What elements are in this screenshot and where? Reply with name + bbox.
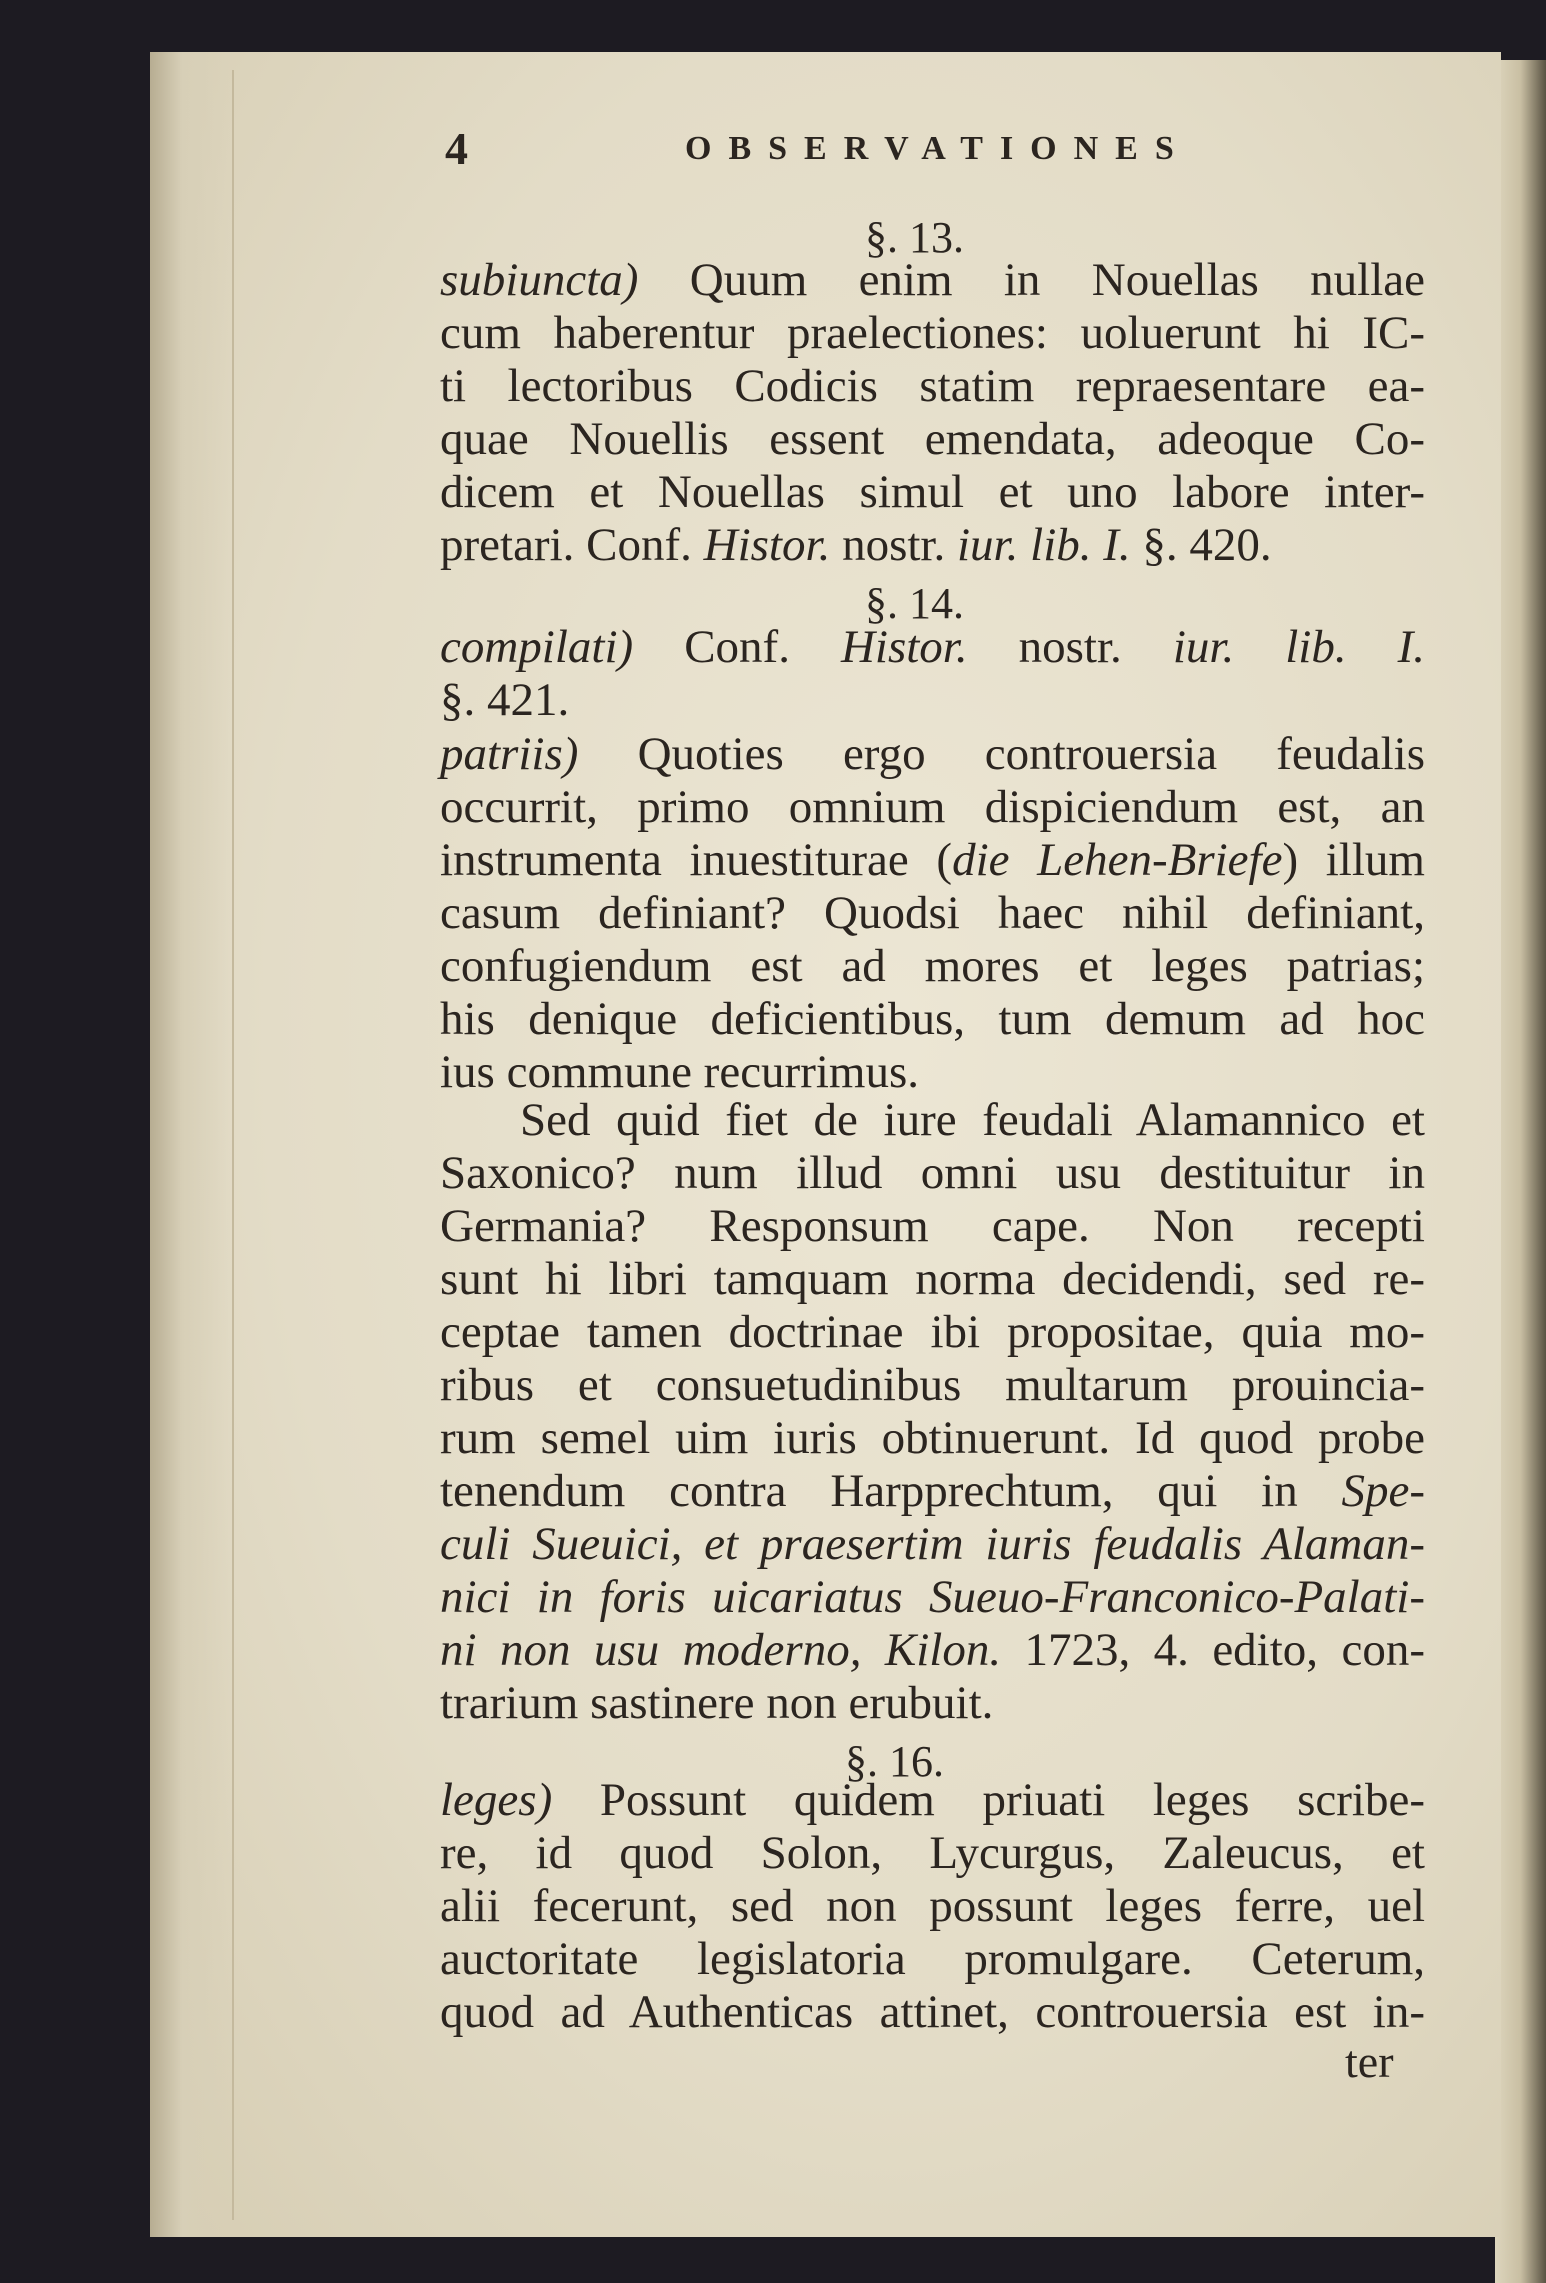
roman-text: dicem et Nouellas simul et uno labore inter-	[440, 466, 1425, 518]
text-line	[440, 1358, 1425, 1412]
roman-text: Saxonico? num illud omni usu destituitur in	[440, 1147, 1425, 1199]
roman-text: trarium sastinere non erubuit.	[440, 1677, 994, 1729]
text-line	[440, 1932, 1425, 1986]
roman-text: quod ad Authenticas attinet, controuersia est in-	[440, 1986, 1425, 2038]
section-heading: §. 16.	[845, 1737, 944, 1786]
roman-text: ) illum	[1282, 834, 1425, 886]
text-line	[440, 1985, 1425, 2039]
roman-text: §. 421.	[440, 674, 570, 726]
roman-text: Quum enim in Nouellas nullae	[638, 254, 1425, 306]
italic-text: Spe-	[1341, 1465, 1425, 1517]
text-line	[440, 1676, 1425, 1730]
italic-text: iur. lib. I.	[957, 519, 1131, 571]
roman-text: his denique deficientibus, tum demum ad hoc	[440, 993, 1425, 1045]
italic-text: nici in foris uicariatus Sueuo-Franconico-Palati-	[440, 1571, 1425, 1623]
text-line	[440, 1252, 1425, 1306]
text-line	[440, 1623, 1425, 1677]
text-line	[440, 1199, 1425, 1253]
text-line	[440, 306, 1425, 360]
section-heading: §. 13.	[865, 213, 964, 262]
roman-text: Conf.	[633, 621, 841, 673]
italic-text: Histor.	[840, 621, 968, 673]
italic-text: compilati)	[440, 621, 634, 673]
page-number: 4	[445, 123, 468, 174]
text-line	[440, 1305, 1425, 1359]
page-gutter-shadow	[150, 52, 230, 2237]
section-heading: §. 14.	[865, 579, 964, 628]
roman-text: Quoties ergo controuersia feudalis	[578, 728, 1425, 780]
roman-text: §. 420.	[1130, 519, 1272, 571]
roman-text: ti lectoribus Codicis statim repraesentare ea-	[440, 360, 1425, 412]
italic-text: leges)	[440, 1774, 553, 1826]
text-line	[440, 465, 1425, 519]
text-line	[440, 359, 1425, 413]
text-line	[440, 1045, 1425, 1099]
text-line	[440, 620, 1425, 674]
text-line	[440, 1879, 1425, 1933]
roman-text: tenendum contra Harpprechtum, qui in	[440, 1465, 1342, 1517]
text-line	[440, 673, 1425, 727]
italic-text: iur. lib. I.	[1172, 621, 1425, 673]
text-line	[440, 939, 1425, 993]
roman-text: Possunt quidem priuati leges scribe-	[552, 1774, 1425, 1826]
italic-text: die Lehen-Briefe	[952, 834, 1283, 886]
roman-text: Sed quid fiet de iure feudali Alamannico et	[520, 1094, 1425, 1146]
italic-text: subiuncta)	[440, 254, 639, 306]
italic-text: patriis)	[440, 728, 579, 780]
roman-text: pretari. Conf.	[440, 519, 704, 571]
roman-text: nostr.	[830, 519, 957, 571]
text-line	[520, 1093, 1425, 1147]
text-line	[440, 518, 1425, 572]
page-fold-line	[232, 70, 234, 2220]
text-line	[440, 1773, 1425, 1827]
catchword: ter	[1345, 2036, 1394, 2087]
roman-text: ceptae tamen doctrinae ibi propositae, quia mo-	[440, 1306, 1425, 1358]
roman-text: instrumenta inuestiturae (	[440, 834, 953, 886]
roman-text: ius commune recurrimus.	[440, 1046, 920, 1098]
text-line	[440, 1826, 1425, 1880]
italic-text: culi Sueuici, et praesertim iuris feudalis Alaman-	[440, 1518, 1425, 1570]
italic-text: ni non usu moderno, Kilon.	[440, 1624, 1002, 1676]
roman-text: re, id quod Solon, Lycurgus, Zaleucus, et	[440, 1827, 1425, 1879]
roman-text: confugiendum est ad mores et leges patrias;	[440, 940, 1425, 992]
roman-text: sunt hi libri tamquam norma decidendi, sed re-	[440, 1253, 1425, 1305]
text-line	[440, 1517, 1425, 1571]
running-title: OBSERVATIONES	[685, 130, 1191, 167]
text-line	[440, 412, 1425, 466]
roman-text: rum semel uim iuris obtinuerunt. Id quod probe	[440, 1412, 1425, 1464]
next-page-edge	[1495, 60, 1546, 2283]
text-line	[440, 1146, 1425, 1200]
roman-text: ribus et consuetudinibus multarum prouincia-	[440, 1359, 1425, 1411]
text-line	[440, 253, 1425, 307]
roman-text: occurrit, primo omnium dispiciendum est, an	[440, 781, 1425, 833]
roman-text: alii fecerunt, sed non possunt leges ferre, uel	[440, 1880, 1425, 1932]
text-line	[440, 886, 1425, 940]
roman-text: 1723, 4. edito, con-	[1001, 1624, 1425, 1676]
italic-text: Histor.	[703, 519, 831, 571]
text-line	[440, 833, 1425, 887]
text-line	[440, 727, 1425, 781]
text-line	[440, 1570, 1425, 1624]
roman-text: nostr.	[967, 621, 1173, 673]
page-header	[445, 122, 1205, 182]
roman-text: cum haberentur praelectiones: uoluerunt hi IC-	[440, 307, 1425, 359]
text-line	[440, 992, 1425, 1046]
roman-text: auctoritate legislatoria promulgare. Ceterum,	[440, 1933, 1425, 1985]
roman-text: Germania? Responsum cape. Non recepti	[440, 1200, 1425, 1252]
roman-text: quae Nouellis essent emendata, adeoque Co-	[440, 413, 1425, 465]
roman-text: casum definiant? Quodsi haec nihil definiant,	[440, 887, 1425, 939]
text-line	[440, 1411, 1425, 1465]
text-line	[440, 1464, 1425, 1518]
text-line	[440, 780, 1425, 834]
